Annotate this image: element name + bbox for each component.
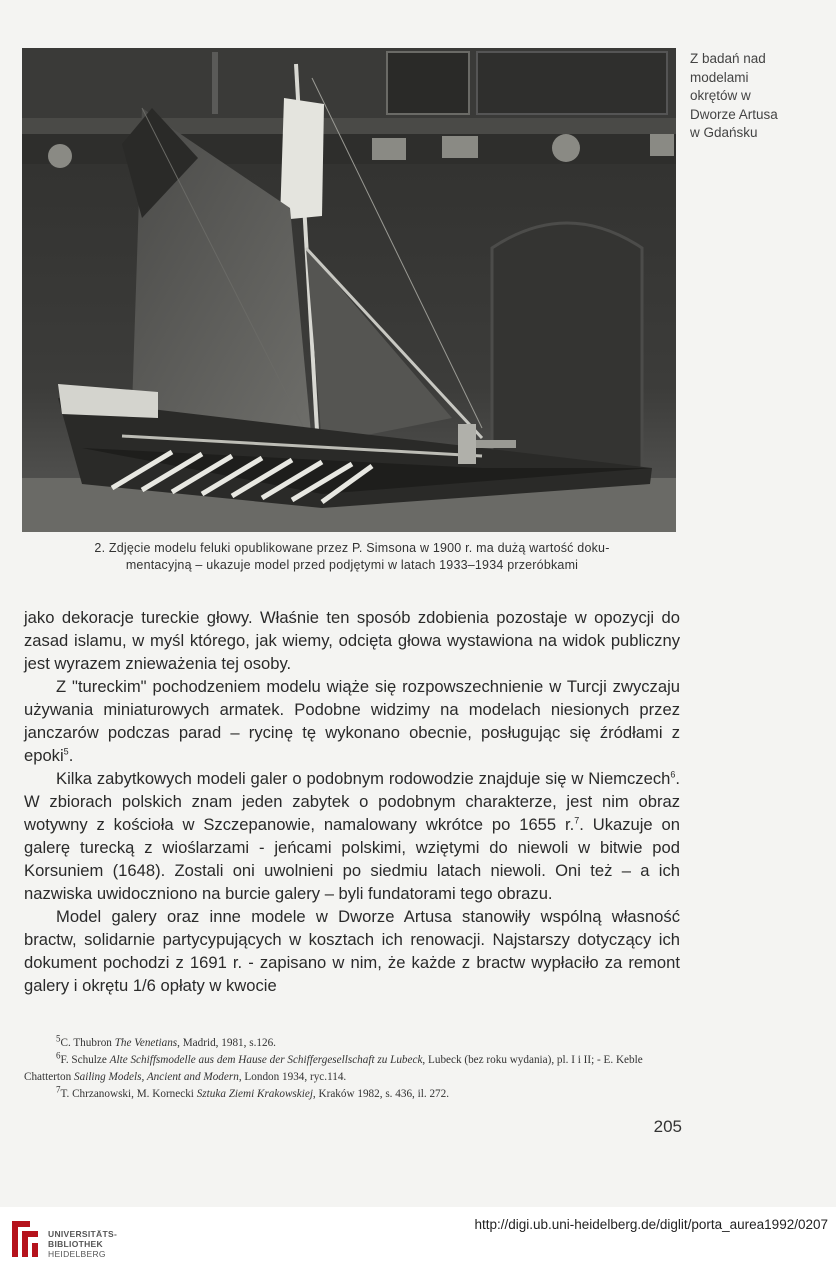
- margin-note-line: Dworze Artusa: [690, 106, 778, 122]
- university-library-logo[interactable]: [8, 1217, 118, 1261]
- figure-caption: [22, 540, 682, 574]
- margin-note-line: okrętów w: [690, 88, 751, 103]
- paragraph-4: Model galery oraz inne modele w Dworze Artusa stanowiły wspólną własność bractw, solidarnie partycypujących w kosztach ich renowacji. Najstarszy dotyczący ich dokument pochodzi z 1691 r. - zapisano w nim, że każde z bractw wypłaciło za remont galery i okrętu 1/6 opłaty w kwocie: [24, 907, 680, 995]
- source-url[interactable]: http://digi.ub.uni-heidelberg.de/diglit/porta_aurea1992/0207: [474, 1217, 828, 1232]
- library-logo-icon: [8, 1217, 42, 1261]
- footnote-ref[interactable]: 5: [63, 746, 69, 757]
- footnote-7: $^7$T. Chrzanowski, M. Kornecki Sztuka Ziemi Krakowskiej, Kraków 1982, s. 436, il. 272.: [56, 1084, 450, 1100]
- caption-line-2: mentacyjną – ukazuje model przed podjętymi w latach 1933–1934 przeróbkami: [125, 558, 579, 572]
- logo-text: UNIVERSITÄTS- BIBLIOTHEK HEIDELBERG: [48, 1229, 118, 1259]
- margin-note-line: modelami: [690, 69, 749, 85]
- body-text: [24, 606, 680, 997]
- page-number: 205: [653, 1117, 682, 1136]
- caption-line-1: 2. Zdjęcie modelu feluki opublikowane przez P. Simsona w 1900 r. ma dużą wartość doku-: [94, 541, 610, 555]
- ship-model-photo: [22, 48, 676, 532]
- footnotes: [24, 1035, 680, 1103]
- footnote-ref[interactable]: 6: [670, 769, 676, 780]
- footer-bar: [0, 1207, 836, 1269]
- footnote-5: $^5$C. Thubron The Venetians, Madrid, 1981, s.126.: [56, 1033, 276, 1049]
- paragraph-1: jako dekoracje tureckie głowy. Właśnie ten sposób zdobienia pozostaje w opozycji do zasad islamu, w myśl którego, jak wiemy, odcięta głowa wystawiona na widok publiczny jest wyrazem znieważenia tej osoby.: [24, 608, 680, 673]
- ship-model-illustration: [22, 48, 676, 532]
- footnote-6: $^6$F. Schulze Alte Schiffsmodelle aus dem Hause der Schiffergesellschaft zu Lubeck, Lubeck (bez roku wydania), pl. I i II; - E. Keble Chatterton Sailing Models, Ancient and Modern, London 1934, ryc.114.: [24, 1050, 643, 1083]
- paragraph-3: Kilka zabytkowych modeli galer o podobnym rodowodzie znajduje się w Niemczech$^6$. W zbiorach polskich znam jeden zabytek o podobnym charakterze, jest nim obraz wotywny z kościoła w Szczepanowie, namalowany wkrótce po 1655 r.$^7$. Ukazuje on galerę turecką z wioślarzami - jeńcami polskimi, wziętymi do niewoli w bitwie pod Korsuniem (1648). Zostali oni uwolnieni po siedmiu latach niewoli. Oni też – a ich nazwiska uwidoczniono na burcie galery – byli fundatorami tego obrazu.: [24, 769, 680, 903]
- margin-note-line: w Gdańsku: [690, 125, 758, 140]
- footnote-ref[interactable]: 7: [574, 815, 580, 826]
- paragraph-2: Z "tureckim" pochodzeniem modelu wiąże się rozpowszechnienie w Turcji zwyczaju używania miniaturowych armatek. Podobne widzimy na modelach niesionych przez janczarów podczas parad – rycinę tę wykonano obecnie, posługując się źródłami z epoki$^5$.: [24, 677, 680, 765]
- margin-note-line: Z badań nad: [690, 51, 766, 66]
- margin-note: [690, 50, 820, 143]
